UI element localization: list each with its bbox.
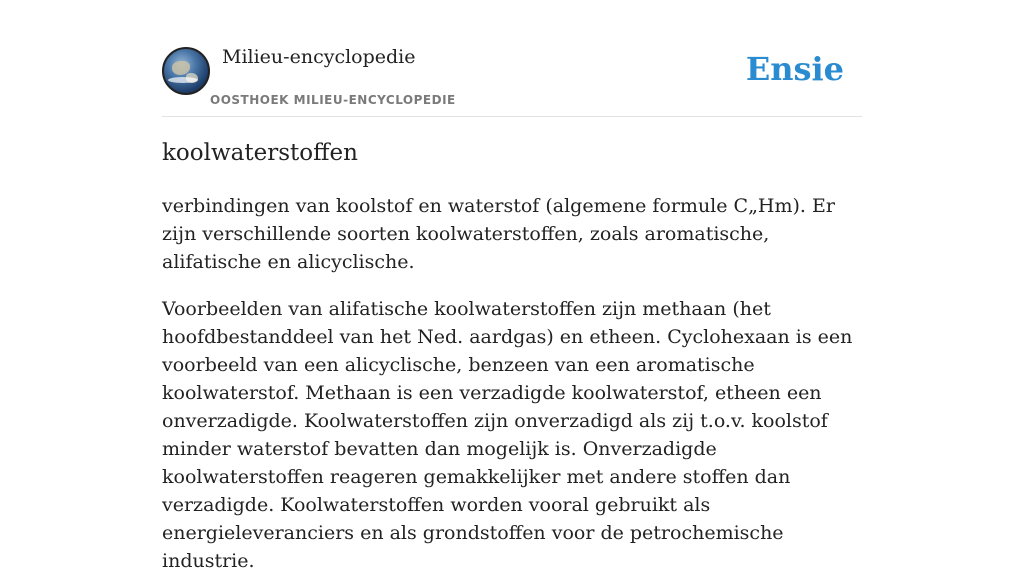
article-paragraph: verbindingen van koolstof en waterstof (algemene formule C„Hm). Er zijn verschillende soorten koolwaterstoffen, zoals aromatische, alifatische en alicyclische. bbox=[162, 195, 835, 273]
earth-globe-icon[interactable] bbox=[162, 47, 210, 95]
article-paragraph: Voorbeelden van alifatische koolwaterstoffen zijn methaan (het hoofdbestanddeel van het Ned. aardgas) en etheen. Cyclohexaan is een voorbeeld van een alicyclische, benzeen van een aromatische koolwaterstof. Methaan is een verzadigde koolwaterstof, etheen een onverzadigde. Koolwaterstoffen zijn onverzadigd als zij t.o.v. koolstof minder waterstof bevatten dan mogelijk is. Onverzadigde koolwaterstoffen reageren gemakkelijker met andere stoffen dan verzadigde. Koolwaterstoffen worden vooral gebruikt als energieleveranciers en als grondstoffen voor de petrochemische industrie. bbox=[162, 298, 853, 572]
site-title[interactable]: Milieu-encyclopedie bbox=[222, 46, 416, 68]
site-header bbox=[162, 0, 862, 117]
page-container bbox=[162, 0, 862, 572]
site-subtitle: OOSTHOEK MILIEU-ENCYCLOPEDIE bbox=[210, 93, 456, 107]
brand-logo[interactable]: Ensie bbox=[745, 50, 844, 88]
article-title: koolwaterstoffen bbox=[162, 140, 358, 166]
